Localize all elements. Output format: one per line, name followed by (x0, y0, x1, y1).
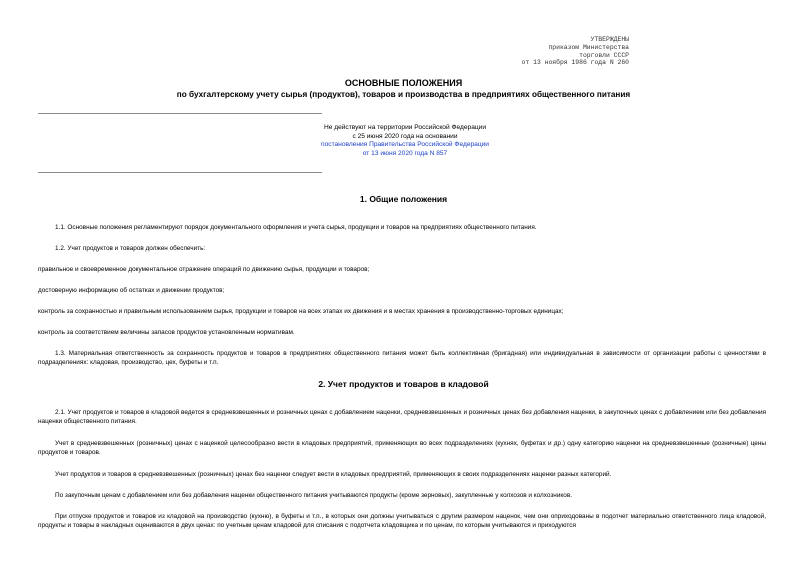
decree-link[interactable]: постановления Правительства Российской Федерации (321, 141, 489, 149)
approval-line: торговли СССР (579, 51, 629, 59)
notice-line: с 25 июня 2020 года на основании (352, 132, 458, 140)
paragraph: Учет продуктов и товаров в средневзвешенных (розничных) ценах без наценки следует вести в кладовых предприятий, применяющих в своих подразделениях наценки разных категорий. (55, 471, 612, 478)
notice-line: Не действуют на территории Российской Федерации (323, 124, 487, 131)
divider-bottom (38, 172, 322, 173)
decree-link-date[interactable]: от 13 июня 2020 года N 857 (362, 149, 448, 157)
section-title: 2. Учет продуктов и товаров в кладовой (318, 379, 489, 389)
paragraph: правильное и своевременное документальное отражение операций по движению сырья, продукции и товаров; (38, 266, 370, 273)
approval-line: от 13 ноября 1986 года N 260 (521, 59, 629, 67)
paragraph: 1.2. Учет продуктов и товаров должен обеспечить: (55, 245, 206, 252)
paragraph: контроль за сохранностью и правильным использованием сырья, продукции и товаров на всех этапах их движения и в местах хранения в производственно-торговых единицах; (38, 308, 564, 315)
paragraph: При отпуске продуктов и товаров из кладовой на производство (кухню), в буфеты и т.п., в которых они должны учитываться с другим размером наценок, чем они оприходованы в подотчет материально ответственного лица кладовой, продукты и товары в накладных оцениваются в двух ценах: по учетным ценам кладовой для списания с подотчета кладовщика и по ценам, по которым учитываются и приходуются (38, 513, 766, 529)
paragraph: 1.3. Материальная ответственность за сохранность продуктов и товаров в предприятиях общественного питания может быть коллективная (бригадная) или индивидуальная в зависимости от организации работы с ценностями в подразделениях: кладовая, производство, цех, буфеты и т.п. (38, 350, 766, 366)
approval-stamp (522, 36, 629, 67)
approval-line: УТВЕРЖДЕНЫ (590, 36, 629, 43)
paragraph: 2.1. Учет продуктов и товаров в кладовой ведется в средневзвешенных и розничных ценах с добавлением наценки, средневзвешенных и розничных ценах без добавления наценки, в закупочных ценах с добавлением или без добавления наценки общественного питания. (38, 409, 766, 425)
paragraph: По закупочным ценам с добавлением или без добавления наценки общественного питания учитываются продукты (кроме зерновых), закупленные у колхозов и колхозников. (55, 492, 573, 499)
document-subtitle: по бухгалтерскому учету сырья (продуктов), товаров и производства в предприятиях общественного питания (176, 90, 631, 99)
paragraph: 1.1. Основные положения регламентируют порядок документального оформления и учета сырья, продукции и товаров на предприятиях общественного питания. (55, 224, 537, 231)
section-title: 1. Общие положения (359, 194, 448, 204)
divider-top (38, 113, 322, 114)
approval-line: приказом Министерства (548, 43, 629, 51)
document-title: ОСНОВНЫЕ ПОЛОЖЕНИЯ (344, 78, 463, 88)
paragraph: контроль за соответствием величины запасов продуктов установленным нормативам. (38, 329, 295, 336)
document-title-block (0, 78, 807, 100)
paragraph: достоверную информацию об остатках и движении продуктов; (38, 287, 225, 294)
paragraph: Учет в средневзвешенных (розничных) ценах с наценкой целесообразно вести в кладовых предприятий, применяющих во всех подразделениях (кухнях, буфетах и др.) одну категорию наценки на средневзвешенные (розничные) цены продуктов и товаров. (38, 440, 766, 456)
validity-notice (300, 124, 510, 158)
